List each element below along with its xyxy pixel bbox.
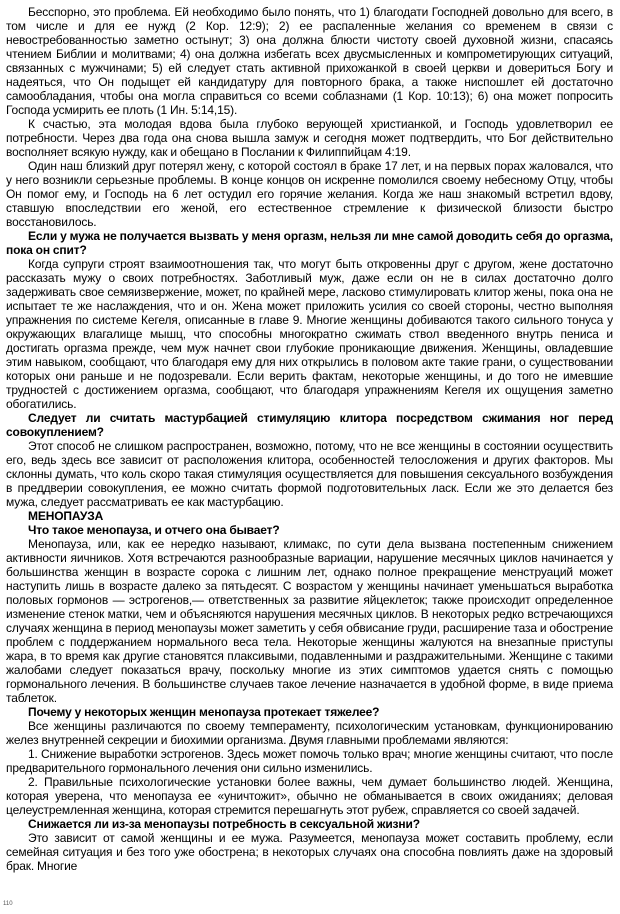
paragraph: Менопауза, или, как ее нередко называют, климакс, по сути дела вызвана постепенным снижением активности яичников. Хотя встречаются разнообразные вариации, нарушение месячных циклов начинается у большинства женщин в возрасте сорока с лишним лет, однако полное прекращение менструаций может наступить лишь в возрасте далеко за пятьдесят. С возрастом у женщины начинает уменьшаться выработка половых гормонов — эстрогенов,— ответственных за развитие яйцеклеток; также происходит определенное изменение стенок матки, чем и объясняются нарушения месячных циклов. В некоторых редко встречающихся случаях женщина в период менопаузы может заметить у себя обвисание груди, расширение таза и обострение проблем с поддержанием нормального веса тела. Некоторые женщины жалуются на внезапные приступы жара, в то время как другие становятся плаксивыми, подавленными и раздражительными. Женщине с такими жалобами следует показаться врачу, поскольку многие из этих симптомов удается снять с помощью гормонального лечения. В большинстве случаев такое лечение назначается в удобной форме, в виде приема таблеток.	[6, 537, 613, 705]
question-heading: Следует ли считать мастурбацией стимуляцию клитора посредством сжимания ног перед совокуплением?	[6, 411, 613, 439]
paragraph: Этот способ не слишком распространен, возможно, потому, что не все женщины в состоянии осуществить его, ведь здесь все зависит от расположения клитора, особенностей телосложения и других факторов. Мы склонны думать, что коль скоро такая стимуляция осуществляется для повышения сексуального возбуждения в преддверии совокупления, ее можно считать формой подготовительных ласк. Если же это делается без мужа, следует рассматривать ее как мастурбацию.	[6, 439, 613, 509]
paragraph: Все женщины различаются по своему темпераменту, психологическим установкам, функционированию желез внутренней секреции и биохимии организма. Двумя главными проблемами являются:	[6, 719, 613, 747]
question-heading: Почему у некоторых женщин менопауза протекает тяжелее?	[28, 705, 380, 719]
paragraph: 1. Снижение выработки эстрогенов. Здесь может помочь только врач; многие женщины считают, что после предварительного гормонального лечения они сильно изменились.	[6, 747, 613, 775]
page-content	[6, 5, 613, 873]
page-number: 110	[3, 901, 13, 907]
section-heading: МЕНОПАУЗА	[28, 509, 104, 523]
question-heading: Что такое менопауза, и отчего она бывает?	[28, 523, 280, 537]
paragraph: 2. Правильные психологические установки более важны, чем думает большинство людей. Женщина, которая уверена, что менопауза ее «уничтожит», обычно не обманывается в своих ожиданиях; деловая целеустремленная женщина, которая стремится перешагнуть этот рубеж, справляется со своей задачей.	[6, 775, 613, 817]
paragraph: Это зависит от самой женщины и ее мужа. Разумеется, менопауза может составить проблему, если семейная ситуация и без того уже обострена; в некоторых случаях она способна повлиять даже на здоровый брак. Многие	[6, 831, 613, 873]
question-heading: Если у мужа не получается вызвать у меня оргазм, нельзя ли мне самой доводить себя до оргазма, пока он спит?	[6, 229, 613, 257]
paragraph: К счастью, эта молодая вдова была глубоко верующей христианкой, и Господь удовлетворил ее потребности. Через два года она снова вышла замуж и сегодня может подтвердить, что Бог действительно восполняет всякую нужду, как и обещано в Послании к Филиппийцам 4:19.	[6, 117, 613, 159]
paragraph: Один наш близкий друг потерял жену, с которой состоял в браке 17 лет, и на первых порах жаловался, что у него возникли серьезные проблемы. В конце концов он искренне помолился своему небесному Отцу, чтобы Он помог ему, и Господь на 6 лет остудил его горячие желания. Когда же наш знакомый встретил вдову, ставшую впоследствии его женой, его естественное стремление к физической близости быстро восстановилось.	[6, 159, 613, 229]
paragraph: Когда супруги строят взаимоотношения так, что могут быть откровенны друг с другом, жене достаточно рассказать мужу о своих потребностях. Заботливый муж, даже если он не в силах достаточно долго задерживать свое семяизвержение, может, по крайней мере, ласково стимулировать клитор жены, пока она не испытает те же наслаждения, что и он. Жена может приложить усилия со своей стороны, честно выполняя упражнения по системе Кегеля, описанные в главе 9. Многие женщины добиваются такого сильного тонуса у окружающих влагалище мышц, что способны многократно сжимать ствол введенного внутрь пениса и достигать оргазма прежде, чем муж начнет свои глубокие проникающие движения. Женщины, овладевшие этим навыком, сообщают, что благодаря ему для них открылись в половом акте такие грани, о существовании которых они раньше и не подозревали. Если верить фактам, некоторые женщины, и до того не имевшие трудностей с достижением оргазма, сообщают, что благодаря упражнениям Кегеля их ощущения заметно обогатились.	[6, 257, 613, 411]
paragraph: Бесспорно, это проблема. Ей необходимо было понять, что 1) благодати Господней довольно для всего, в том числе и для ее нужд (2 Кор. 12:9); 2) ее распаленные желания со временем в связи с невостребованностью заметно остынут; 3) она должна блюсти чистоту своей духовной жизни, спасаясь чтением Библии и молитвами; 4) она должна избегать всех двусмысленных и компрометирующих ситуаций, связанных с мужчинами; 5) ей следует стать активной прихожанкой в своей церкви и довериться Богу и надеяться, что Он подыщет ей кандидатуру для повторного брака, а также ниспошлет ей достаточно самообладания, чтобы она могла справиться со всеми соблазнами (1 Кор. 10:13); 6) она может попросить Господа усмирить ее плоть (1 Ин. 5:14,15).	[6, 5, 613, 117]
question-heading: Снижается ли из-за менопаузы потребность в сексуальной жизни?	[28, 817, 420, 831]
